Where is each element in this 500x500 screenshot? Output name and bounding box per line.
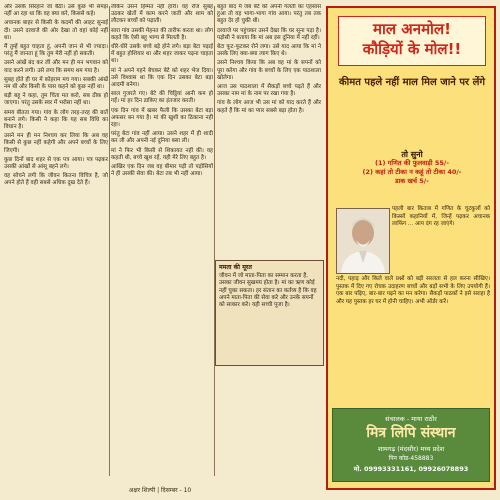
publisher-pincode: पिन कोड-458883 xyxy=(388,455,434,462)
paragraph: वह सोचने लगी कि जीवन कितना विचित्र है, जो अपने होते हैं वही सबसे अधिक दुख देते हैं। xyxy=(4,173,108,187)
paragraph: लेकिन उसने हिम्मत नहीं हारी। वह रोज सुबह उठकर खेतों में काम करने जाती और शाम को लौटकर बच्चों को पढ़ाती। xyxy=(111,4,213,25)
paragraph: और उसके सिरहाने जा बैठी। उसे कुछ भी समझ नहीं आ रहा था कि वह क्या करे, किससे कहे। xyxy=(4,4,108,18)
paragraph: बहुत बाद में जब बेटे को अपनी गलती का एहसास हुआ तो वह भागा-भागा गांव आया। परंतु तब तक बहुत देर हो चुकी थी। xyxy=(217,4,321,25)
advertisement xyxy=(326,6,496,490)
article-column-2 xyxy=(111,4,213,482)
column-divider xyxy=(109,6,110,476)
paragraph: उसने निश्चय किया कि अब वह मां के सपनों को पूरा करेगा और गांव के बच्चों के लिए एक पाठशाला खोलेगा। xyxy=(217,60,321,81)
ad-order-list xyxy=(342,150,482,186)
paragraph: कुछ दिनों बाद शहर से एक पत्र आया। पत्र पढ़कर उसकी आंखों से आंसू बहने लगे। xyxy=(4,156,108,171)
ad-body-intro: पहली बार किताब में गणित के चुटकुलों को किस्सों कहानियों में, जिन्हें पढ़कर अचानक लाफिंग ... आप दंग रह जाएंगे। xyxy=(392,206,490,227)
column-divider xyxy=(214,6,215,476)
ad-offer-2: (2) कहां तो टीका न कहूं तो टीका 40/- xyxy=(362,168,462,176)
article-column-1 xyxy=(4,4,108,482)
paragraph: सुबह होते ही घर में कोहराम मच गया। सबकी आंखें नम थीं और किसी के पास कहने को कुछ नहीं था। xyxy=(4,76,108,91)
page-footer: अक्षर शिल्पी | दिसम्बर - 10 xyxy=(128,487,192,494)
paragraph: आज उस पाठशाला में सैकड़ों बच्चे पढ़ते हैं और उसका नाम मां के नाम पर रखा गया है। xyxy=(217,84,321,98)
ad-offer-1: (1) गणित की फुलवाड़ी 55/- xyxy=(375,159,449,167)
publisher-address: शामगढ़ (मंदसौर) मध्य प्रदेश xyxy=(377,445,445,453)
publisher-director: संचालक - माया राठौर xyxy=(385,415,437,423)
sidebar-box xyxy=(215,260,324,366)
paragraph: दरवाजे पर पहुंचकर उसने देखा कि घर सूना पड़ा है। पड़ोसी ने बताया कि मां अब इस दुनिया में नहीं रहीं। xyxy=(217,27,321,41)
paragraph: एक दिन गांव में खबर फैली कि उसका बेटा बड़ा अफसर बन गया है। मां की खुशी का ठिकाना नहीं रहा। xyxy=(111,107,213,129)
paragraph: उसने मन ही मन निश्चय कर लिया कि अब वह किसी से कुछ नहीं कहेगी और अपने बच्चों के लिए जिएगी। xyxy=(4,133,108,154)
paragraph: मैं तुम्हें बहुत चाहता हूं, अपनी जान से भी ज्यादा। परंतु मैं जानता हूं कि तुम मेरी नहीं हो सकती। xyxy=(4,44,108,58)
paragraph: अचानक बाहर से किसी के कदमों की आहट सुनाई दी। उसने दरवाजे की ओर देखा तो वहां कोई नहीं था। xyxy=(4,20,108,41)
article-column-3 xyxy=(217,4,321,256)
paragraph: सारा गांव उसकी मेहनत की तारीफ करता था। लोग कहते कि ऐसी बहू भाग्य से मिलती है। xyxy=(111,27,213,41)
author-portrait xyxy=(336,208,390,274)
publisher-panel xyxy=(332,408,490,482)
publisher-phone: मो. 09993331161, 09926078893 xyxy=(353,465,469,473)
publisher-name: मित्र लिपि संस्थान xyxy=(366,425,456,441)
paragraph: बड़ी बहू ने कहा, तुम चिंता मत करो, सब ठीक हो जाएगा। परंतु उसके स्वर में भरोसा नहीं था। xyxy=(4,93,108,107)
ad-subhead: कीमत पहले नहीं माल मिल जाने पर लेंगे xyxy=(339,77,485,88)
sidebar-box-text: जीवन में जो माता-पिता का सम्मान करता है, उसका जीवन सुखमय होता है। मां का ऋण कोई नहीं चुका सकता। हर संतान का कर्तव्य है कि वह अपने माता-पिता की सेवा करे और उनके सपनों को साकार करे। यही सच्ची पूजा है। xyxy=(219,273,317,309)
paragraph: धीरे-धीरे उसके बच्चे बड़े होने लगे। बड़ा बेटा पढ़ाई में बहुत होशियार था और शहर जाकर पढ़ना चाहता था। xyxy=(111,44,213,65)
ad-body-text: नदी, पहाड़ और किले वाले प्रश्नों को बड़ी सरलता से हल करना सीखिए। पुस्तक में दिए गए रोचक उदाहरण बच्चों और बड़ों सभी के लिए उपयोगी हैं। एक बार पढ़िए, बार-बार पढ़ने का मन करेगा। सैकड़ों पाठकों ने इसे सराहा है और यह पुस्तक हर घर में होनी चाहिए। अभी ऑर्डर करें। xyxy=(336,276,490,305)
paragraph: आखिर एक दिन जब वह बीमार पड़ी तो पड़ोसियों ने ही उसकी सेवा की। बेटा तब भी नहीं आया। xyxy=(111,164,213,178)
paragraph: उसने आंखें बंद कर लीं और मन ही मन भगवान को याद करने लगी। उसे लगा कि समय थम गया है। xyxy=(4,60,108,74)
sidebar-box-title: ममता की मूरत xyxy=(219,264,252,271)
paragraph: मां ने फिर भी किसी से शिकायत नहीं की। वह कहती थी, बच्चे खुश रहें, यही मेरे लिए बहुत है। xyxy=(111,147,213,161)
ad-headline-2: कौड़ियों के मोल!! xyxy=(362,40,462,58)
ad-headline-panel xyxy=(338,16,486,66)
paragraph: गांव के लोग आज भी उस मां को याद करते हैं और कहते हैं कि मां का प्यार सबसे बड़ा होता है। xyxy=(217,100,321,114)
ad-call-to-action: तो सुनो xyxy=(401,150,423,159)
ad-headline-1: माल अनमोल! xyxy=(373,20,451,38)
paragraph: समय बीतता गया। गांव के लोग तरह-तरह की बातें बनाने लगे। किसी ने कहा कि यह सब विधि का विधान है। xyxy=(4,109,108,131)
paragraph: परंतु बेटा गांव नहीं आया। उसने शहर में ही शादी कर ली और अपनी नई दुनिया बसा ली। xyxy=(111,131,213,145)
ad-postage: डाक खर्च 5/- xyxy=(395,177,429,185)
paragraph: साल गुजरते गए। बेटे की चिट्ठियां आनी कम हो गईं। मां हर दिन डाकिए का इंतजार करती। xyxy=(111,91,213,105)
paragraph: मां ने अपने गहने बेचकर बेटे को शहर भेज दिया। उसे विश्वास था कि एक दिन उसका बेटा बड़ा आदमी बनेगा। xyxy=(111,67,213,89)
paragraph: बेटा फूट-फूटकर रोने लगा। उसे याद आया कि मां ने उसके लिए क्या-क्या त्याग किए थे। xyxy=(217,44,321,58)
person-icon xyxy=(337,209,389,273)
